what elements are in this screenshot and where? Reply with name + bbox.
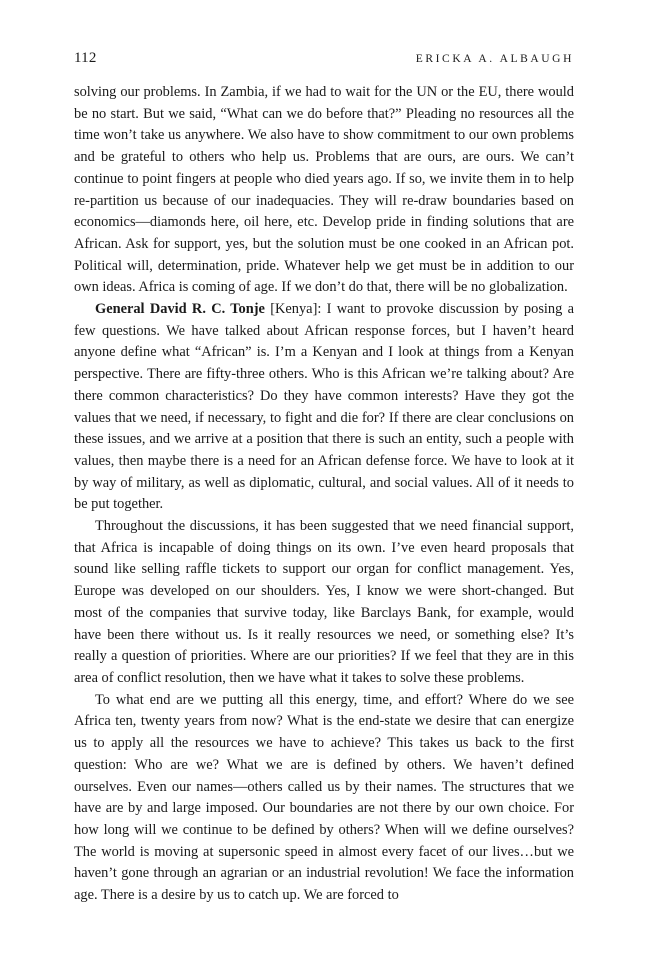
author-running-head: ERICKA A. ALBAUGH	[415, 53, 574, 65]
book-page	[74, 50, 574, 907]
running-head	[74, 50, 574, 76]
speaker-name: General David R. C. Tonje	[95, 301, 265, 318]
paragraph-continued: solving our problems. In Zambia, if we had to wait for the UN or the EU, there would be no start. But we said, “What can we do before that?” Pleading no resources all the time won’t take us anywhere. We also have to show commitment to our own problems and be grateful to others who help us. Problems that are ours, are ours. We can’t continue to point fingers at people who died years ago. If so, we invite them in to help re-partition us because of our inadequacies. They will re-draw boundaries based on economics—diamonds here, oil here, etc. Develop pride in finding solutions that are African. Ask for support, yes, but the solution must be one cooked in an African pot. Political will, determination, pride. Whatever help we get must be in addition to our own ideas. Africa is coming of age. If we don’t do that, there will be no globalization.	[74, 84, 574, 296]
paragraph-tonje	[74, 299, 574, 516]
paragraph-tonje-text: [Kenya]: I want to provoke discussion by posing a few questions. We have talked about African response forces, but I haven’t heard anyone define what “African” is. I’m a Kenyan and I look at things from a Kenyan perspective. There are fifty-three others. Who is this African we’re talking about? Are there common characteristics? Do they have common interests? Have they got the values that we need, if necessary, to fight and die for? If there are clear conclusions on these issues, and we arrive at a position that there is such an entity, such a people with values, then maybe there is a need for an African defense force. We have to look at it by way of military, as well as diplomatic, cultural, and social values. All of it needs to be put together.	[74, 301, 574, 513]
body-text	[74, 82, 574, 907]
page-number: 112	[74, 50, 97, 66]
paragraph-financial-support: Throughout the discussions, it has been suggested that we need financial support, that Africa is incapable of doing things on its own. I’ve even heard proposals that sound like selling raffle tickets to support our organ for conflict management. Yes, Europe was developed on our shoulders. Yes, I know we were short-changed. But most of the companies that survive today, like Barclays Bank, for example, would have been there without us. Is it really resources we need, or something else? It’s really a question of priorities. Where are our priorities? If we feel that they are in this area of conflict resolution, then we have what it takes to solve these problems.	[74, 518, 574, 686]
paragraph-end-state: To what end are we putting all this energy, time, and effort? Where do we see Africa ten, twenty years from now? What is the end-state we desire that can energize us to apply all the resources we have to achieve? This takes us back to the first question: Who are we? What we are is defined by others. We haven’t defined ourselves. Even our names—others called us by their names. The structures that we have are by and large imposed. Our boundaries are not there by our own choice. For how long will we continue to be defined by others? When will we define ourselves? The world is moving at supersonic speed in almost every facet of our lives…but we haven’t gone through an agrarian or an industrial revolution! We face the information age. There is a desire by us to catch up. We are forced to	[74, 691, 574, 904]
